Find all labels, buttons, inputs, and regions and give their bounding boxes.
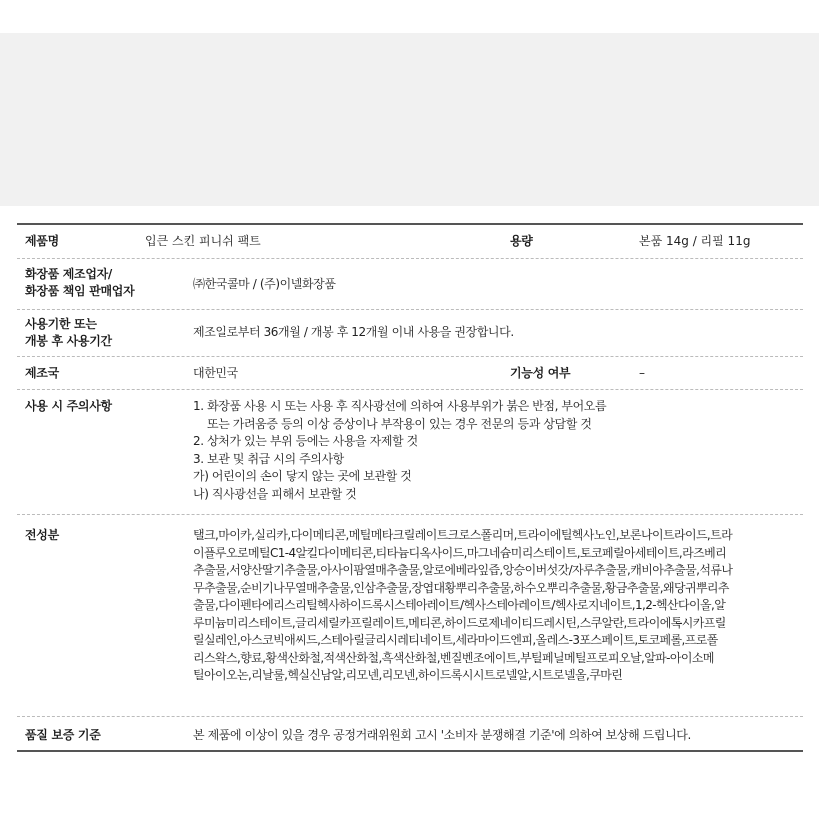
- ingredients-line: 루미늄미리스테이트,글리세릴카프릴레이트,메티콘,하이드로제네이티드레시틴,스쿠알란,트라이에톡시카프릴: [193, 615, 726, 630]
- label-manufacturer-line1: 화장품 제조업자/: [25, 267, 113, 281]
- label-expiry-line1: 사용기한 또는: [25, 317, 97, 331]
- caution-list: [193, 398, 606, 503]
- label-ingredients: 전성분: [25, 528, 59, 542]
- label-product-name: 제품명: [25, 234, 59, 248]
- ingredients-line: 틸아이오논,리날룰,헥실신남알,리모넨,리모넨,하이드록시시트로넬알,시트로넬올,쿠마린: [193, 668, 623, 682]
- label-capacity: 용량: [510, 234, 533, 248]
- caution-line: 또는 가려움증 등의 이상 증상이나 부작용이 있는 경우 전문의 등과 상담할 것: [207, 416, 592, 431]
- ingredients-line: 출물,다이펜타에리스리틸헥사하이드록시스테아레이트/헥사스테아레이트/헥사로지네이트,1,2-헥산다이올,알: [193, 598, 726, 612]
- ingredients-line: 추출물,서양산딸기추출물,아사이팜열매추출물,알로에베라잎즙,앙승이버섯갓/자루추출물,캐비아추출물,석류나: [193, 563, 733, 577]
- value-capacity: 본품 14g / 리필 11g: [639, 234, 751, 248]
- caution-line: 가) 어린이의 손이 닿지 않는 곳에 보관할 것: [193, 469, 412, 483]
- ingredients-line: 이플루오로메틸C1-4알킬다이메티콘,티타늄디옥사이드,마그네슘미리스테이트,토코페릴아세테이트,라즈베리: [193, 545, 727, 560]
- value-manufacturer: ㈜한국콜마 / (주)이넬화장품: [193, 277, 336, 291]
- caution-line: 2. 상처가 있는 부위 등에는 사용을 자제할 것: [193, 434, 418, 448]
- row-ingredients: [17, 515, 803, 717]
- value-origin: 대한민국: [193, 366, 238, 380]
- label-caution: 사용 시 주의사항: [25, 399, 112, 413]
- label-expiry: [25, 316, 112, 350]
- row-origin: [17, 357, 803, 390]
- caution-line: 3. 보관 및 취급 시의 주의사항: [193, 451, 344, 466]
- value-expiry: 제조일로부터 36개월 / 개봉 후 12개월 이내 사용을 권장합니다.: [193, 325, 514, 339]
- row-quality: [17, 717, 803, 750]
- row-caution: [17, 390, 803, 515]
- ingredients-line: 리스왁스,향료,황색산화철,적색산화철,흑색산화철,벤질벤조에이트,부틸페닐메틸프로피오날,알파-아이소메: [193, 650, 714, 665]
- caution-line: 나) 직사광선을 피해서 보관할 것: [193, 486, 357, 501]
- row-expiry: [17, 310, 803, 357]
- label-quality: 품질 보증 기준: [25, 728, 101, 742]
- value-quality: 본 제품에 이상이 있을 경우 공정거래위원회 고시 '소비자 분쟁해결 기준'에 의하여 보상해 드립니다.: [193, 728, 691, 742]
- product-info-table: [17, 223, 803, 752]
- caution-line: 1. 화장품 사용 시 또는 사용 후 직사광선에 의하여 사용부위가 붉은 반점, 부어오름: [193, 399, 607, 413]
- ingredients-line: 탤크,마이카,실리카,다이메티콘,메틸메타크릴레이트크로스폴리머,트라이에틸헥사노인,보론나이트라이드,트라: [193, 528, 733, 542]
- label-functional: 기능성 여부: [510, 366, 571, 380]
- ingredients-text: [193, 527, 803, 685]
- ingredients-line: 무추출물,순비기나무열매추출물,인삼추출물,장엽대황뿌리추출물,하수오뿌리추출물,황금추출물,왜당귀뿌리추: [193, 580, 729, 595]
- value-product-name: 입큰 스킨 피니쉬 팩트: [145, 234, 261, 248]
- row-product-name: [17, 225, 803, 259]
- ingredients-line: 릴실레인,아스코빅애씨드,스테아릴글리시레티네이트,세라마이드엔피,올레스-3포스페이트,토코페롤,프로폴: [193, 633, 718, 647]
- row-manufacturer: [17, 259, 803, 310]
- label-manufacturer-line2: 화장품 책임 판매업자: [25, 284, 135, 298]
- top-banner-placeholder: [0, 33, 819, 206]
- label-origin: 제조국: [25, 366, 59, 380]
- label-manufacturer: [25, 266, 134, 300]
- label-expiry-line2: 개봉 후 사용기간: [25, 334, 112, 348]
- value-functional: –: [639, 366, 645, 380]
